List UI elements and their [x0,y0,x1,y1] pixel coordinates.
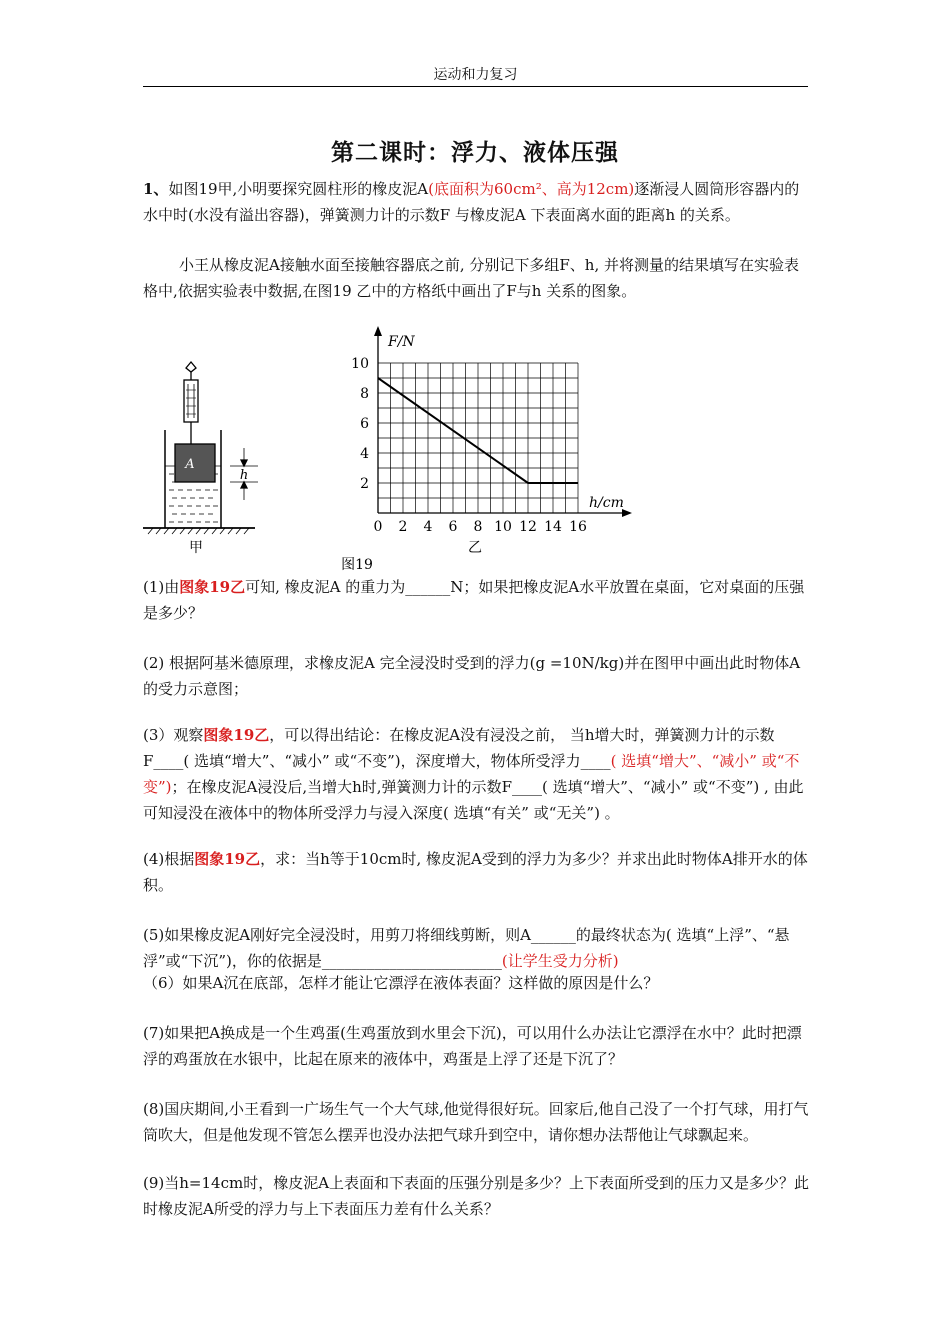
hint-red: ( 选填“增大”、“减小” 或“不变”) [143,752,800,796]
spring-scale [184,380,198,422]
question-4: (4)根据图象19乙，求：当h等于10cm时, 橡皮泥A受到的浮力为多少？并求出此时物体A排开水的体积。 [143,850,808,894]
x-axis-label: h/cm [589,495,624,511]
y-tick-label: 6 [360,416,369,432]
y-tick-label: 10 [351,356,369,372]
chart-reference: 图象19乙 [194,850,261,868]
y-axis-arrow [374,326,382,336]
x-tick-label: 2 [398,519,408,535]
x-tick-label: 14 [544,519,562,535]
y-tick-label: 4 [360,446,369,462]
question-6: （6）如果A沉在底部，怎样才能让它漂浮在液体表面？这样做的原因是什么？ [143,974,659,992]
ground-hatching [148,528,249,534]
chart-reference: 图象19乙 [203,726,270,744]
figure-svg [0,300,950,590]
y-tick-label: 2 [360,476,369,492]
x-tick-label: 12 [519,519,537,535]
hook-icon [186,362,196,372]
question-3: (3）观察图象19乙，可以得出结论：在橡皮泥A没有浸没之前， 当h增大时，弹簧测力计的示数F____( 选填“增大”、“减小” 或“不变”)，深度增大，物体所受浮力____( 选填“增大”、“减小” 或“不变”)；在橡皮泥A浸没后,当增大h时,弹簧测力计的示数F____( 选填“增大”、“减小” 或“不变”) , 由此可知浸没在液体中的物体所受浮力与浸入深度( 选填“有关” 或“无关”) 。 [143,726,804,822]
header-rule [143,86,808,87]
question-9: (9)当h=14cm时，橡皮泥A上表面和下表面的压强分别是多少？上下表面所受到的压力又是多少？此时橡皮泥A所受的浮力与上下表面压力差有什么关系？ [143,1174,810,1218]
page-header: 运动和力复习 [433,67,518,83]
intro-paragraph-2: 小王从橡皮泥A接触水面至接触容器底之前, 分别记下多组F、h, 并将测量的结果填写在实验表格中,依据实验表中数据,在图19 乙中的方格纸中画出了F与h 关系的图象。 [143,256,799,300]
x-tick-label: 10 [494,519,512,535]
chart-reference: 图象19乙 [179,578,246,596]
x-tick-label: 8 [473,519,483,535]
question-7: (7)如果把A换成是一个生鸡蛋(生鸡蛋放到水里会下沉)，可以用什么办法让它漂浮在水中？此时把漂浮的鸡蛋放在水银中，比起在原来的液体中，鸡蛋是上浮了还是下沉了？ [143,1024,802,1068]
intro-text-a: 如图19甲,小明要探究圆柱形的橡皮泥A [168,180,429,198]
page-title: 第二课时：浮力、液体压强 [331,139,619,166]
apparatus-diagram [143,362,258,534]
x-tick-label: 0 [373,519,383,535]
question-number: 1、 [143,180,169,198]
question-5: (5)如果橡皮泥A刚好完全浸没时，用剪刀将细线剪断，则A______的最终状态为( 选填“上浮”、“悬浮”或“下沉”)，你的依据是________________________(让学生受力分析) [143,926,790,970]
h-dimension-label: h [239,468,249,483]
y-axis-label: F/N [388,334,415,350]
chart-graph [351,326,632,535]
question-1: (1)由图象19乙可知, 橡皮泥A 的重力为______N；如果把橡皮泥A水平放置在桌面，它对桌面的压强是多少？ [143,578,805,622]
intro-paragraph-1 [143,176,813,228]
question-8: (8)国庆期间,小王看到一广场生气一个大气球,他觉得很好玩。回家后,他自己没了一个打气球，用打气筒吹大，但是他发现不管怎么摆弄也没办法把气球升到空中，请你想办法帮他让气球飘起来。 [143,1100,809,1144]
label-yi: 乙 [468,540,482,556]
x-tick-label: 6 [448,519,458,535]
figure-19 [0,300,950,590]
y-tick-label: 8 [360,386,369,402]
intro-text-red: (底面积为60cm²、高为12cm) [428,180,635,198]
hint-red: (让学生受力分析) [501,952,619,970]
label-jia: 甲 [189,540,203,556]
intro-text-b: 逐渐浸人圆筒形容器内的水中时(水没有溢出容器)，弹簧测力计的示数F 与橡皮泥A 下表面离水面的距离h 的关系。 [143,180,800,224]
block-label: A [185,457,195,472]
x-tick-label: 16 [569,519,587,535]
question-2: (2) 根据阿基米德原理，求橡皮泥A 完全浸没时受到的浮力(g =10N/kg)并在图甲中画出此时物体A的受力示意图； [143,654,801,698]
block-a [175,444,215,482]
x-tick-label: 4 [423,519,433,535]
figure-caption: 图19 [341,557,373,573]
